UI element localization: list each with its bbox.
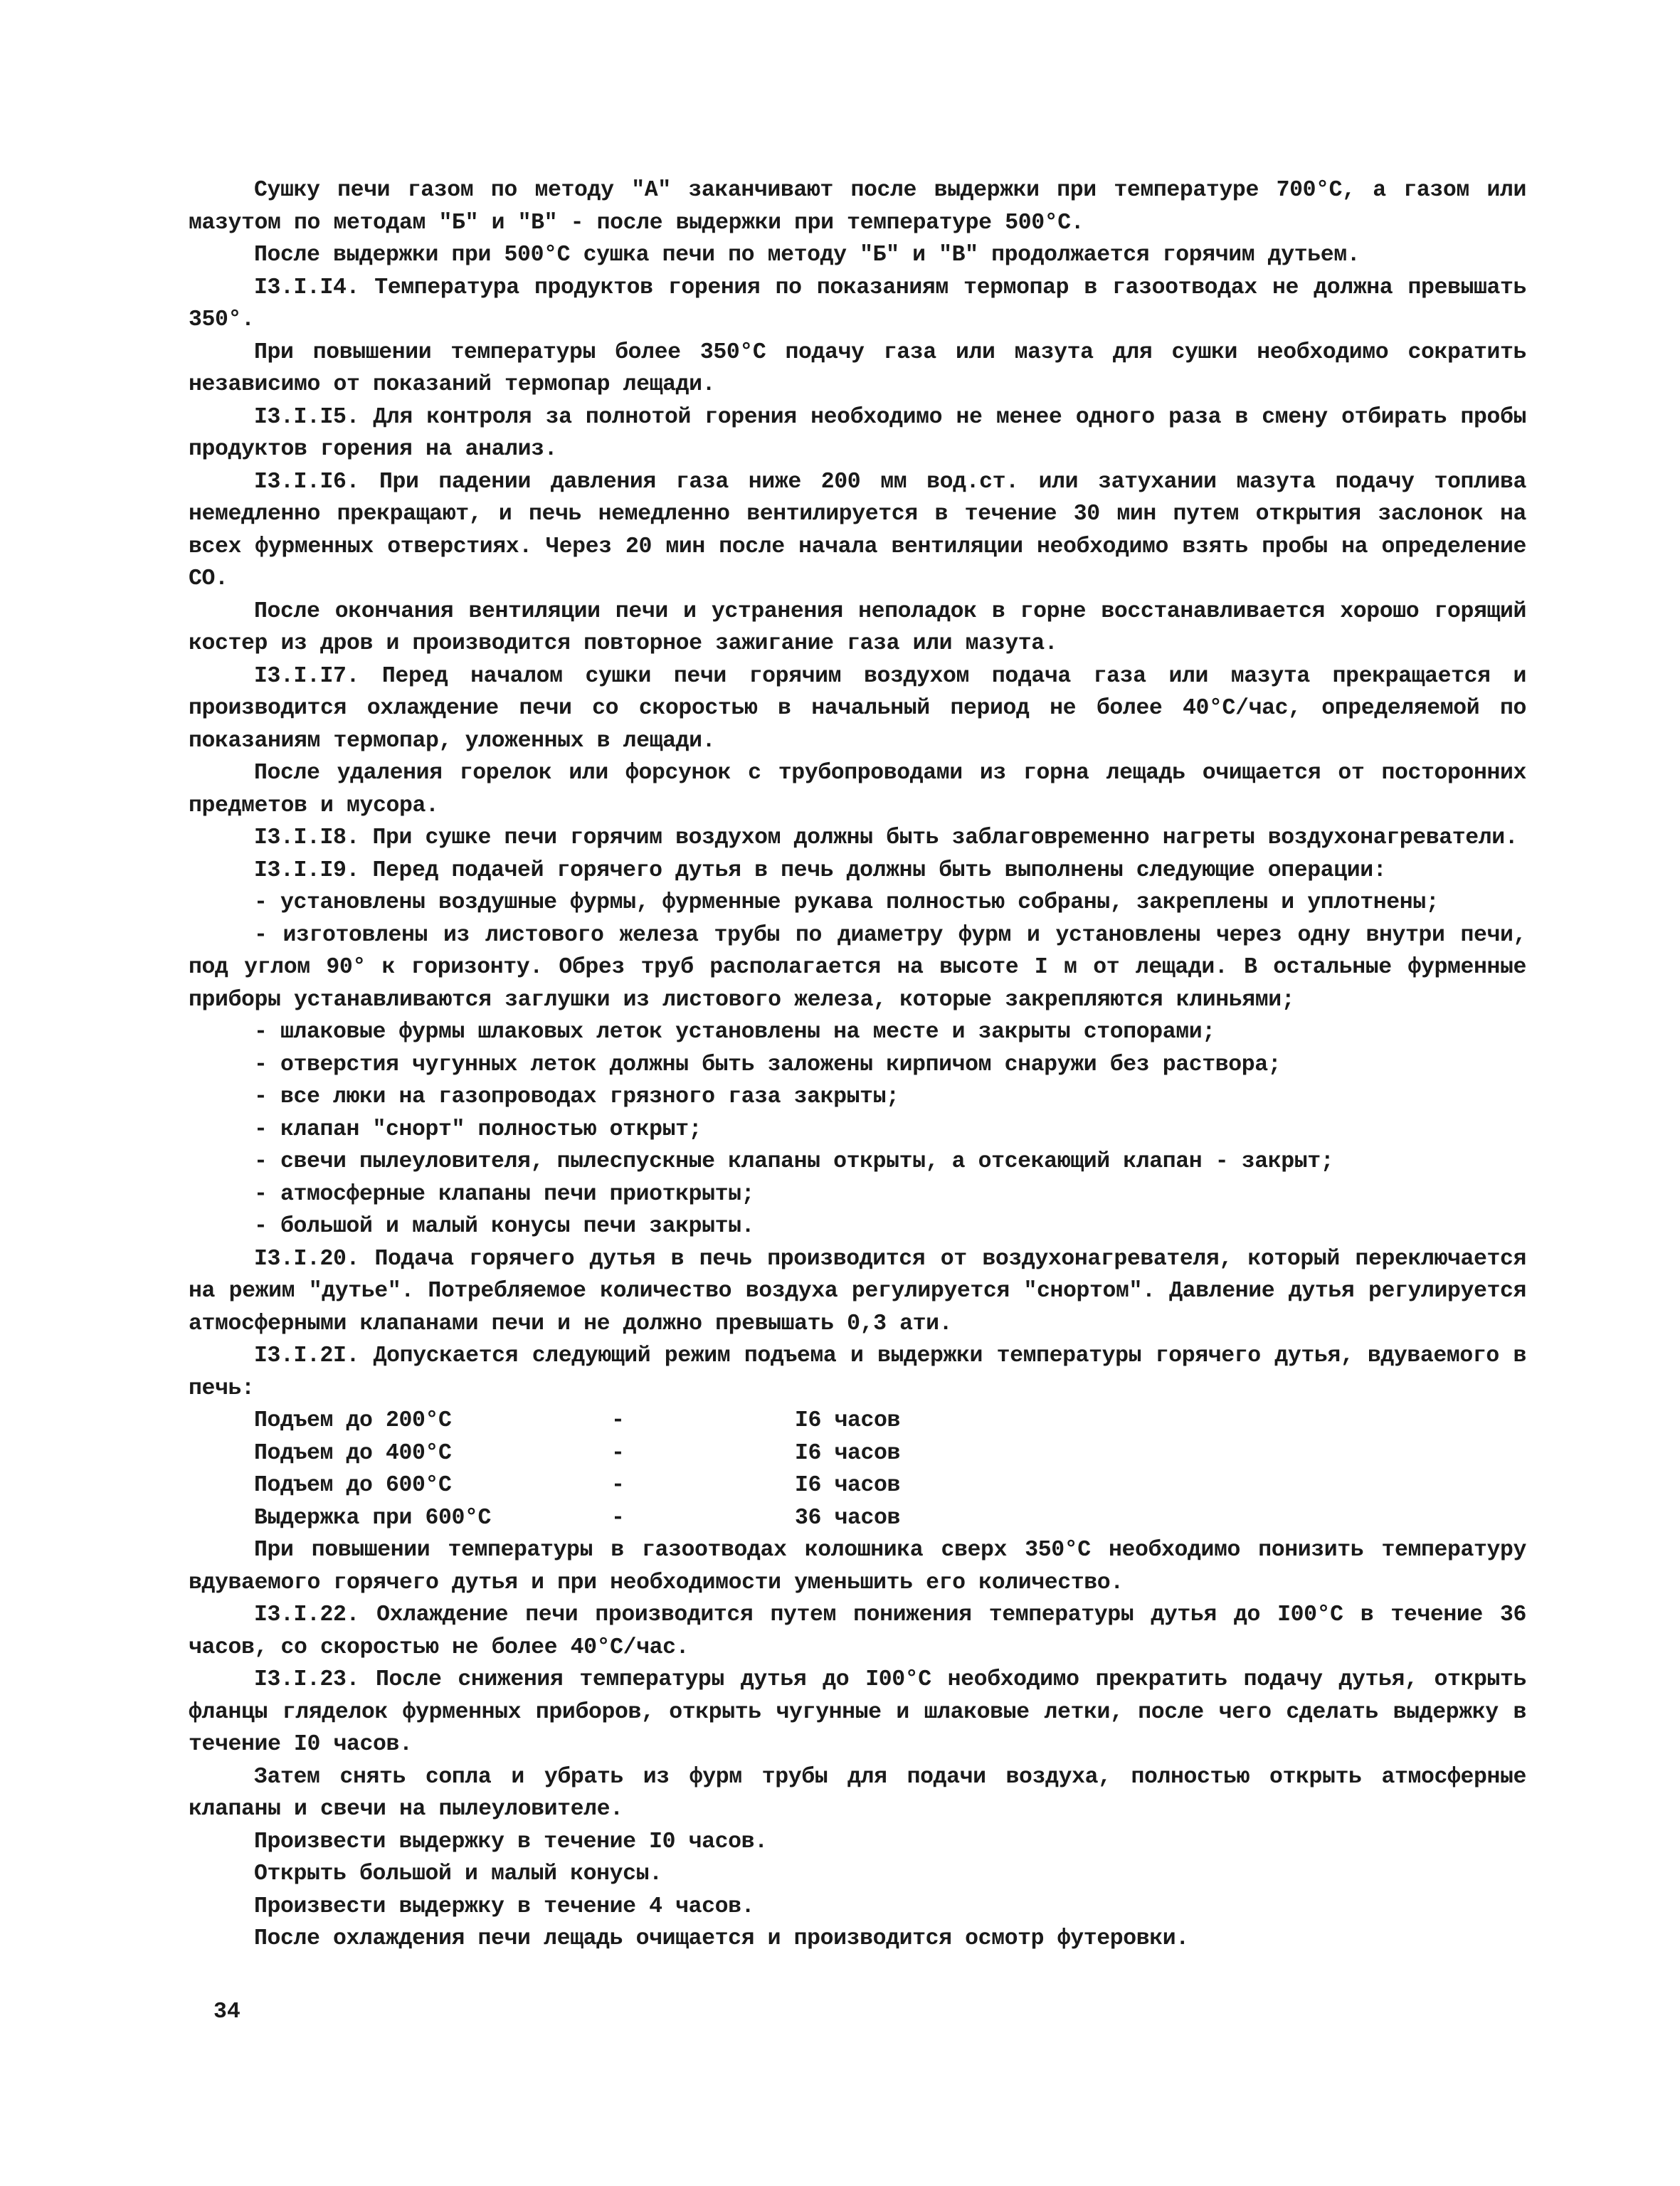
paragraph: I3.I.20. Подача горячего дутья в печь производится от воздухонагревателя, который переключается на режим "дутье". Потребляемое количество воздуха регулируется "снортом". Давление дутья регулируется атмосферными клапанами печи и не должно превышать 0,3 ати. — [189, 1246, 1526, 1336]
paragraph: Открыть большой и малый конусы. — [254, 1862, 662, 1886]
paragraph: - клапан "снорт" полностью открыт; — [254, 1116, 702, 1142]
regime-duration: I6 часов — [795, 1408, 901, 1433]
regime-duration: I6 часов — [795, 1473, 901, 1498]
regime-dash: - — [611, 1473, 625, 1498]
paragraph: - шлаковые фурмы шлаковых леток установлены на месте и закрыты стопорами; — [254, 1020, 1215, 1045]
paragraph: I3.I.I9. Перед подачей горячего дутья в печь должны быть выполнены следующие операции: — [254, 857, 1387, 883]
regime-dash: - — [611, 1440, 625, 1466]
paragraph: После охлаждения печи лещадь очищается и производится осмотр футеровки. — [254, 1926, 1189, 1951]
paragraph: I3.I.2I. Допускается следующий режим подъема и выдержки температуры горячего дутья, вдуваемого в печь: — [189, 1343, 1526, 1401]
paragraph: Произвести выдержку в течение I0 часов. — [254, 1829, 768, 1854]
paragraph-group-after — [189, 1534, 1526, 1955]
regime-duration: 36 часов — [795, 1505, 901, 1531]
paragraph: - большой и малый конусы печи закрыты. — [254, 1214, 755, 1239]
regime-step: Подъем до 600°С — [254, 1473, 452, 1498]
paragraph-group-before — [189, 174, 1526, 1405]
regime-step: Подъем до 200°С — [254, 1408, 452, 1433]
paragraph: I3.I.I8. При сушке печи горячим воздухом должны быть заблаговременно нагреты воздухонагреватели. — [254, 825, 1518, 850]
paragraph: - изготовлены из листового железа трубы по диаметру фурм и установлены через одну внутри печи, под углом 90° к горизонту. Обрез труб располагается на высоте I м от лещади. В остальные фурменные приборы устанавливаются заглушки из листового железа, которые закрепляются клиньями; — [189, 922, 1526, 1013]
paragraph: После выдержки при 500°С сушка печи по методу "Б" и "В" продолжается горячим дутьем. — [254, 243, 1361, 268]
paragraph: Сушку печи газом по методу "А" заканчивают после выдержки при температуре 700°С, а газом или мазутом по методам "Б" и "В" - после выдержки при температуре 500°С. — [189, 178, 1526, 236]
regime-step: Подъем до 400°С — [254, 1440, 452, 1466]
regime-table — [189, 1405, 1526, 1534]
paragraph: I3.I.I7. Перед началом сушки печи горячим воздухом подача газа или мазута прекращается и производится охлаждение печи со скоростью в начальный период не более 40°С/час, определяемой по показаниям термопар, уложенных в лещади. — [189, 663, 1526, 754]
paragraph: Произвести выдержку в течение 4 часов. — [254, 1894, 755, 1919]
paragraph: - установлены воздушные фурмы, фурменные рукава полностью собраны, закреплены и уплотнены; — [254, 890, 1439, 915]
paragraph: После удаления горелок или форсунок с трубопроводами из горна лещадь очищается от посторонних предметов и мусора. — [189, 761, 1526, 818]
paragraph: I3.I.I4. Температура продуктов горения по показаниям термопар в газоотводах не должна превышать 350°. — [189, 275, 1526, 332]
paragraph: - все люки на газопроводах грязного газа закрыты; — [254, 1084, 899, 1109]
regime-duration: I6 часов — [795, 1440, 901, 1466]
paragraph: - свечи пылеуловителя, пылеспускные клапаны открыты, а отсекающий клапан - закрыт; — [254, 1149, 1334, 1174]
paragraph: I3.I.I6. При падении давления газа ниже 200 мм вод.ст. или затухании мазута подачу топлива немедленно прекращают, и печь немедленно вентилируется в течение 30 мин путем открытия заслонок на всех фурменных отверстиях. Через 20 мин после начала вентиляции необходимо взять пробы на определение СО. — [189, 469, 1526, 591]
paragraph: После окончания вентиляции печи и устранения неполадок в горне восстанавливается хорошо горящий костер из дров и производится повторное зажигание газа или мазута. — [189, 598, 1526, 656]
paragraph: I3.I.23. После снижения температуры дутья до I00°С необходимо прекратить подачу дутья, открыть фланцы гляделок фурменных приборов, открыть чугунные и шлаковые летки, после чего сделать выдержку в течение I0 часов. — [189, 1667, 1526, 1757]
regime-dash: - — [611, 1408, 625, 1433]
regime-dash: - — [611, 1505, 625, 1531]
paragraph: I3.I.22. Охлаждение печи производится путем понижения температуры дутья до I00°С в течение 36 часов, со скоростью не более 40°С/час. — [189, 1602, 1526, 1660]
paragraph: При повышении температуры более 350°С подачу газа или мазута для сушки необходимо сократить независимо от показаний термопар лещади. — [189, 339, 1526, 397]
paragraph: I3.I.I5. Для контроля за полнотой горения необходимо не менее одного раза в смену отбирать пробы продуктов горения на анализ. — [189, 404, 1526, 462]
paragraph: - атмосферные клапаны печи приоткрыты; — [254, 1181, 755, 1207]
paragraph: При повышении температуры в газоотводах колошника сверх 350°С необходимо понизить температуру вдуваемого горячего дутья и при необходимости уменьшить его количество. — [189, 1538, 1526, 1595]
paragraph: - отверстия чугунных леток должны быть заложены кирпичом снаружи без раствора; — [254, 1052, 1282, 1077]
page-number: 34 — [213, 2000, 241, 2024]
paragraph: Затем снять сопла и убрать из фурм трубы для подачи воздуха, полностью открыть атмосферные клапаны и свечи на пылеуловителе. — [189, 1764, 1526, 1822]
document-body — [189, 174, 1526, 1955]
regime-step: Выдержка при 600°С — [254, 1505, 492, 1531]
